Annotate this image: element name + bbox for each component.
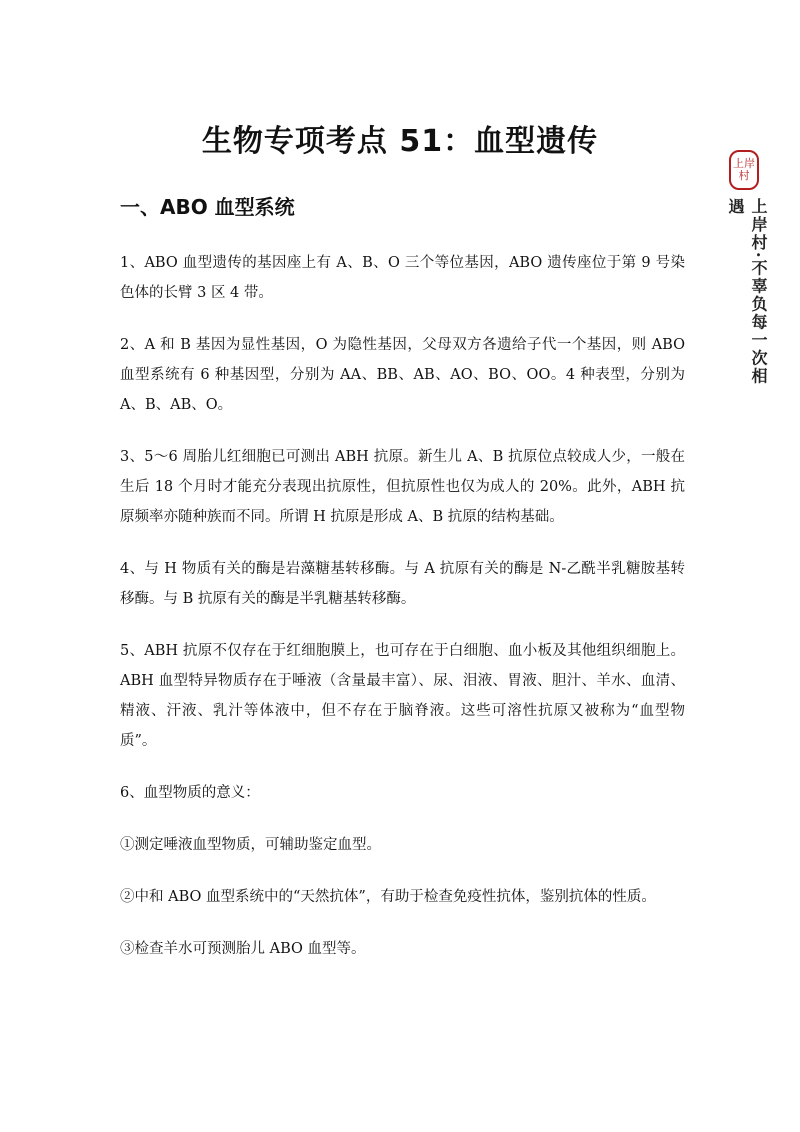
paragraph-6-item-1: ①测定唾液血型物质，可辅助鉴定血型。 — [120, 837, 381, 853]
paragraph-5: 5、ABH 抗原不仅存在于红细胞膜上，也可存在于白细胞、血小板及其他组织细胞上。ABH 血型特异物质存在于唾液（含量最丰富）、尿、泪液、胃液、胆汁、羊水、血清、精液、汗液、乳汁等体液中，但不存在于脑脊液。这些可溶性抗原又被称为“血型物质”。 — [120, 643, 685, 749]
vertical-slogan: 上岸村·不辜负每一次相遇 — [726, 198, 768, 386]
seal-text-top: 上岸 — [733, 157, 755, 170]
section-heading: 一、ABO 血型系统 — [120, 195, 295, 219]
document-body — [120, 248, 685, 986]
paragraph-6-item-3: ③检查羊水可预测胎儿 ABO 血型等。 — [120, 941, 366, 957]
page-title: 生物专项考点 51：血型遗传 — [201, 124, 599, 159]
paragraph-3: 3、5～6 周胎儿红细胞已可测出 ABH 抗原。新生儿 A、B 抗原位点较成人少，一般在生后 18 个月时才能充分表现出抗原性，但抗原性也仅为成人的 20%。此外，ABH 抗原频率亦随种族而不同。所谓 H 抗原是形成 A、B 抗原的结构基础。 — [120, 449, 685, 525]
paragraph-2: 2、A 和 B 基因为显性基因，O 为隐性基因，父母双方各遗给子代一个基因，则 ABO 血型系统有 6 种基因型，分别为 AA、BB、AB、AO、BO、OO。4 种表型，分别为 A、B、AB、O。 — [120, 337, 685, 413]
seal-text-bottom: 村 — [738, 169, 750, 182]
paragraph-1: 1、ABO 血型遗传的基因座上有 A、B、O 三个等位基因，ABO 遗传座位于第 9 号染色体的长臂 3 区 4 带。 — [120, 255, 685, 301]
side-watermark — [724, 150, 768, 398]
paragraph-6-item-2: ②中和 ABO 血型系统中的“天然抗体”，有助于检查免疫性抗体，鉴别抗体的性质。 — [120, 889, 656, 905]
paragraph-6: 6、血型物质的意义： — [120, 785, 260, 801]
seal-logo-icon — [729, 150, 759, 190]
paragraph-4: 4、与 H 物质有关的酶是岩藻糖基转移酶。与 A 抗原有关的酶是 N-乙酰半乳糖胺基转移酶。与 B 抗原有关的酶是半乳糖基转移酶。 — [120, 561, 685, 607]
